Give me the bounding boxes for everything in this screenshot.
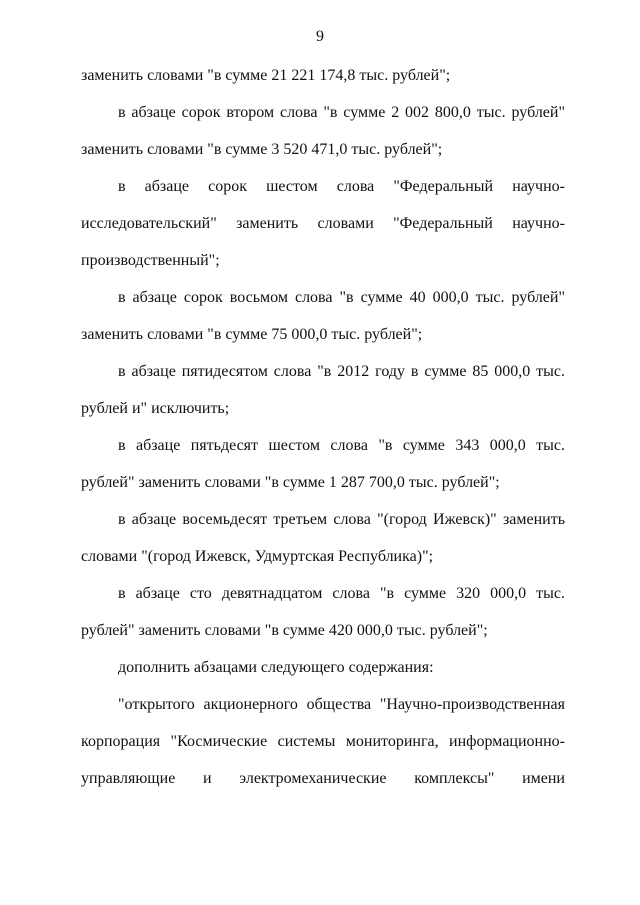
text-line: "открытого акционерного общества "Научно-производственная (118, 696, 565, 713)
text-line: корпорация "Космические системы мониторинга, информационно- (81, 733, 565, 750)
text-line: рублей" заменить словами "в сумме 420 000,0 тыс. рублей"; (81, 622, 488, 639)
text-line: дополнить абзацами следующего содержания: (118, 659, 434, 676)
text-line: в абзаце пятидесятом слова "в 2012 году в сумме 85 000,0 тыс. (118, 363, 565, 380)
paragraph (81, 177, 565, 288)
text-line: рублей и" исключить; (81, 400, 230, 417)
paragraph (81, 584, 565, 658)
paragraph (81, 103, 565, 177)
paragraph (81, 288, 565, 362)
text-line: производственный"; (81, 252, 220, 269)
text-line: словами "(город Ижевск, Удмуртская Республика)"; (81, 548, 434, 565)
text-line: в абзаце восемьдесят третьем слова "(город Ижевск)" заменить (118, 511, 565, 528)
paragraph (81, 695, 565, 806)
paragraph (81, 510, 565, 584)
text-line: в абзаце сорок восьмом слова "в сумме 40 000,0 тыс. рублей" (118, 289, 565, 306)
paragraph (81, 362, 565, 436)
page-number: 9 (316, 28, 324, 45)
paragraph (81, 66, 565, 103)
text-line: в абзаце пятьдесят шестом слова "в сумме 343 000,0 тыс. (118, 437, 565, 454)
text-line: управляющие и электромеханические комплексы" имени (81, 770, 565, 787)
text-line: рублей" заменить словами "в сумме 1 287 700,0 тыс. рублей"; (81, 474, 500, 491)
text-line: заменить словами "в сумме 75 000,0 тыс. рублей"; (81, 326, 423, 343)
text-line: в абзаце сорок втором слова "в сумме 2 002 800,0 тыс. рублей" (118, 104, 565, 121)
document-body (81, 66, 565, 806)
text-line: исследовательский" заменить словами "Федеральный научно- (81, 215, 565, 232)
paragraph (81, 658, 565, 695)
paragraph (81, 436, 565, 510)
text-line: заменить словами "в сумме 3 520 471,0 тыс. рублей"; (81, 141, 443, 158)
text-line: в абзаце сто девятнадцатом слова "в сумме 320 000,0 тыс. (118, 585, 565, 602)
text-line: в абзаце сорок шестом слова "Федеральный научно- (118, 178, 565, 195)
text-line: заменить словами "в сумме 21 221 174,8 тыс. рублей"; (81, 67, 451, 84)
